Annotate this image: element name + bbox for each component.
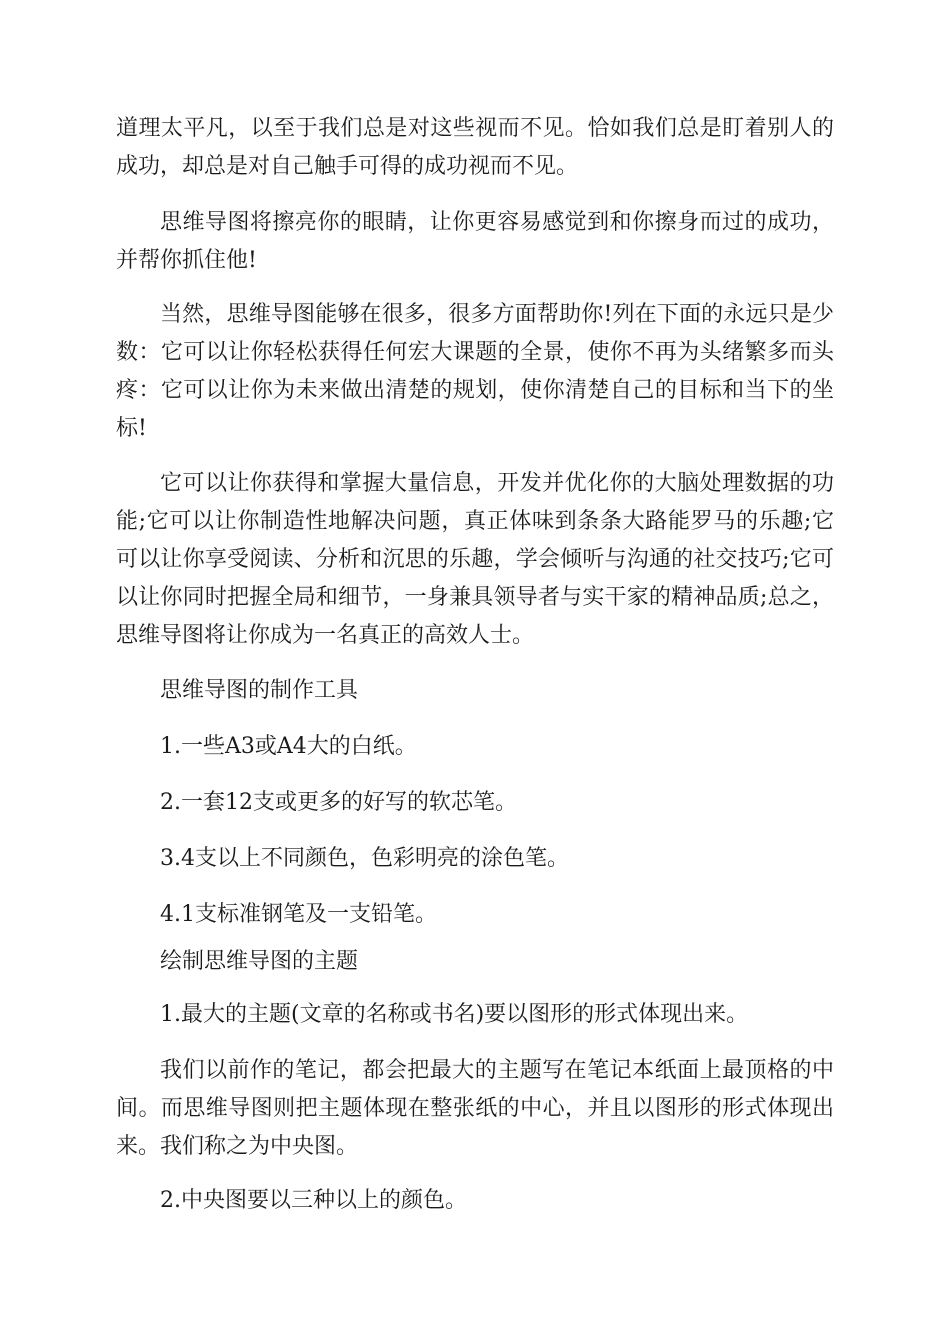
section-heading-theme: 绘制思维导图的主题 xyxy=(160,949,359,974)
tool-item-3: 3.4支以上不同颜色，色彩明亮的涂色笔。 xyxy=(160,846,569,871)
theme-item-1: 1.最大的主题(文章的名称或书名)要以图形的形式体现出来。 xyxy=(160,1002,749,1027)
paragraph-1: 道理太平凡，以至于我们总是对这些视而不见。恰如我们总是盯着别人的成功，却总是对自己触手可得的成功视而不见。 xyxy=(116,116,834,179)
section-heading-tools: 思维导图的制作工具 xyxy=(160,678,359,703)
paragraph-4: 它可以让你获得和掌握大量信息，开发并优化你的大脑处理数据的功能;它可以让你制造性地解决问题，真正体味到条条大路能罗马的乐趣;它可以让你享受阅读、分析和沉思的乐趣，学会倾听与沟通的社交技巧;它可以让你同时把握全局和细节，一身兼具领导者与实干家的精神品质;总之，思维导图将让你成为一名真正的高效人士。 xyxy=(116,471,834,648)
theme-item-2: 2.中央图要以三种以上的颜色。 xyxy=(160,1188,467,1213)
paragraph-central-image: 我们以前作的笔记，都会把最大的主题写在笔记本纸面上最顶格的中间。而思维导图则把主题体现在整张纸的中心，并且以图形的形式体现出来。我们称之为中央图。 xyxy=(116,1058,834,1159)
paragraph-3: 当然，思维导图能够在很多，很多方面帮助你!列在下面的永远只是少数：它可以让你轻松获得任何宏大课题的全景，使你不再为头绪繁多而头疼：它可以让你为未来做出清楚的规划，使你清楚自己的目标和当下的坐标! xyxy=(116,302,834,441)
tool-item-1: 1.一些A3或A4大的白纸。 xyxy=(160,734,417,759)
tool-item-4: 4.1支标准钢笔及一支铅笔。 xyxy=(160,902,437,927)
paragraph-2: 思维导图将擦亮你的眼睛，让你更容易感觉到和你擦身而过的成功，并帮你抓住他! xyxy=(116,210,834,273)
tool-item-2: 2.一套12支或更多的好写的软芯笔。 xyxy=(160,790,517,815)
